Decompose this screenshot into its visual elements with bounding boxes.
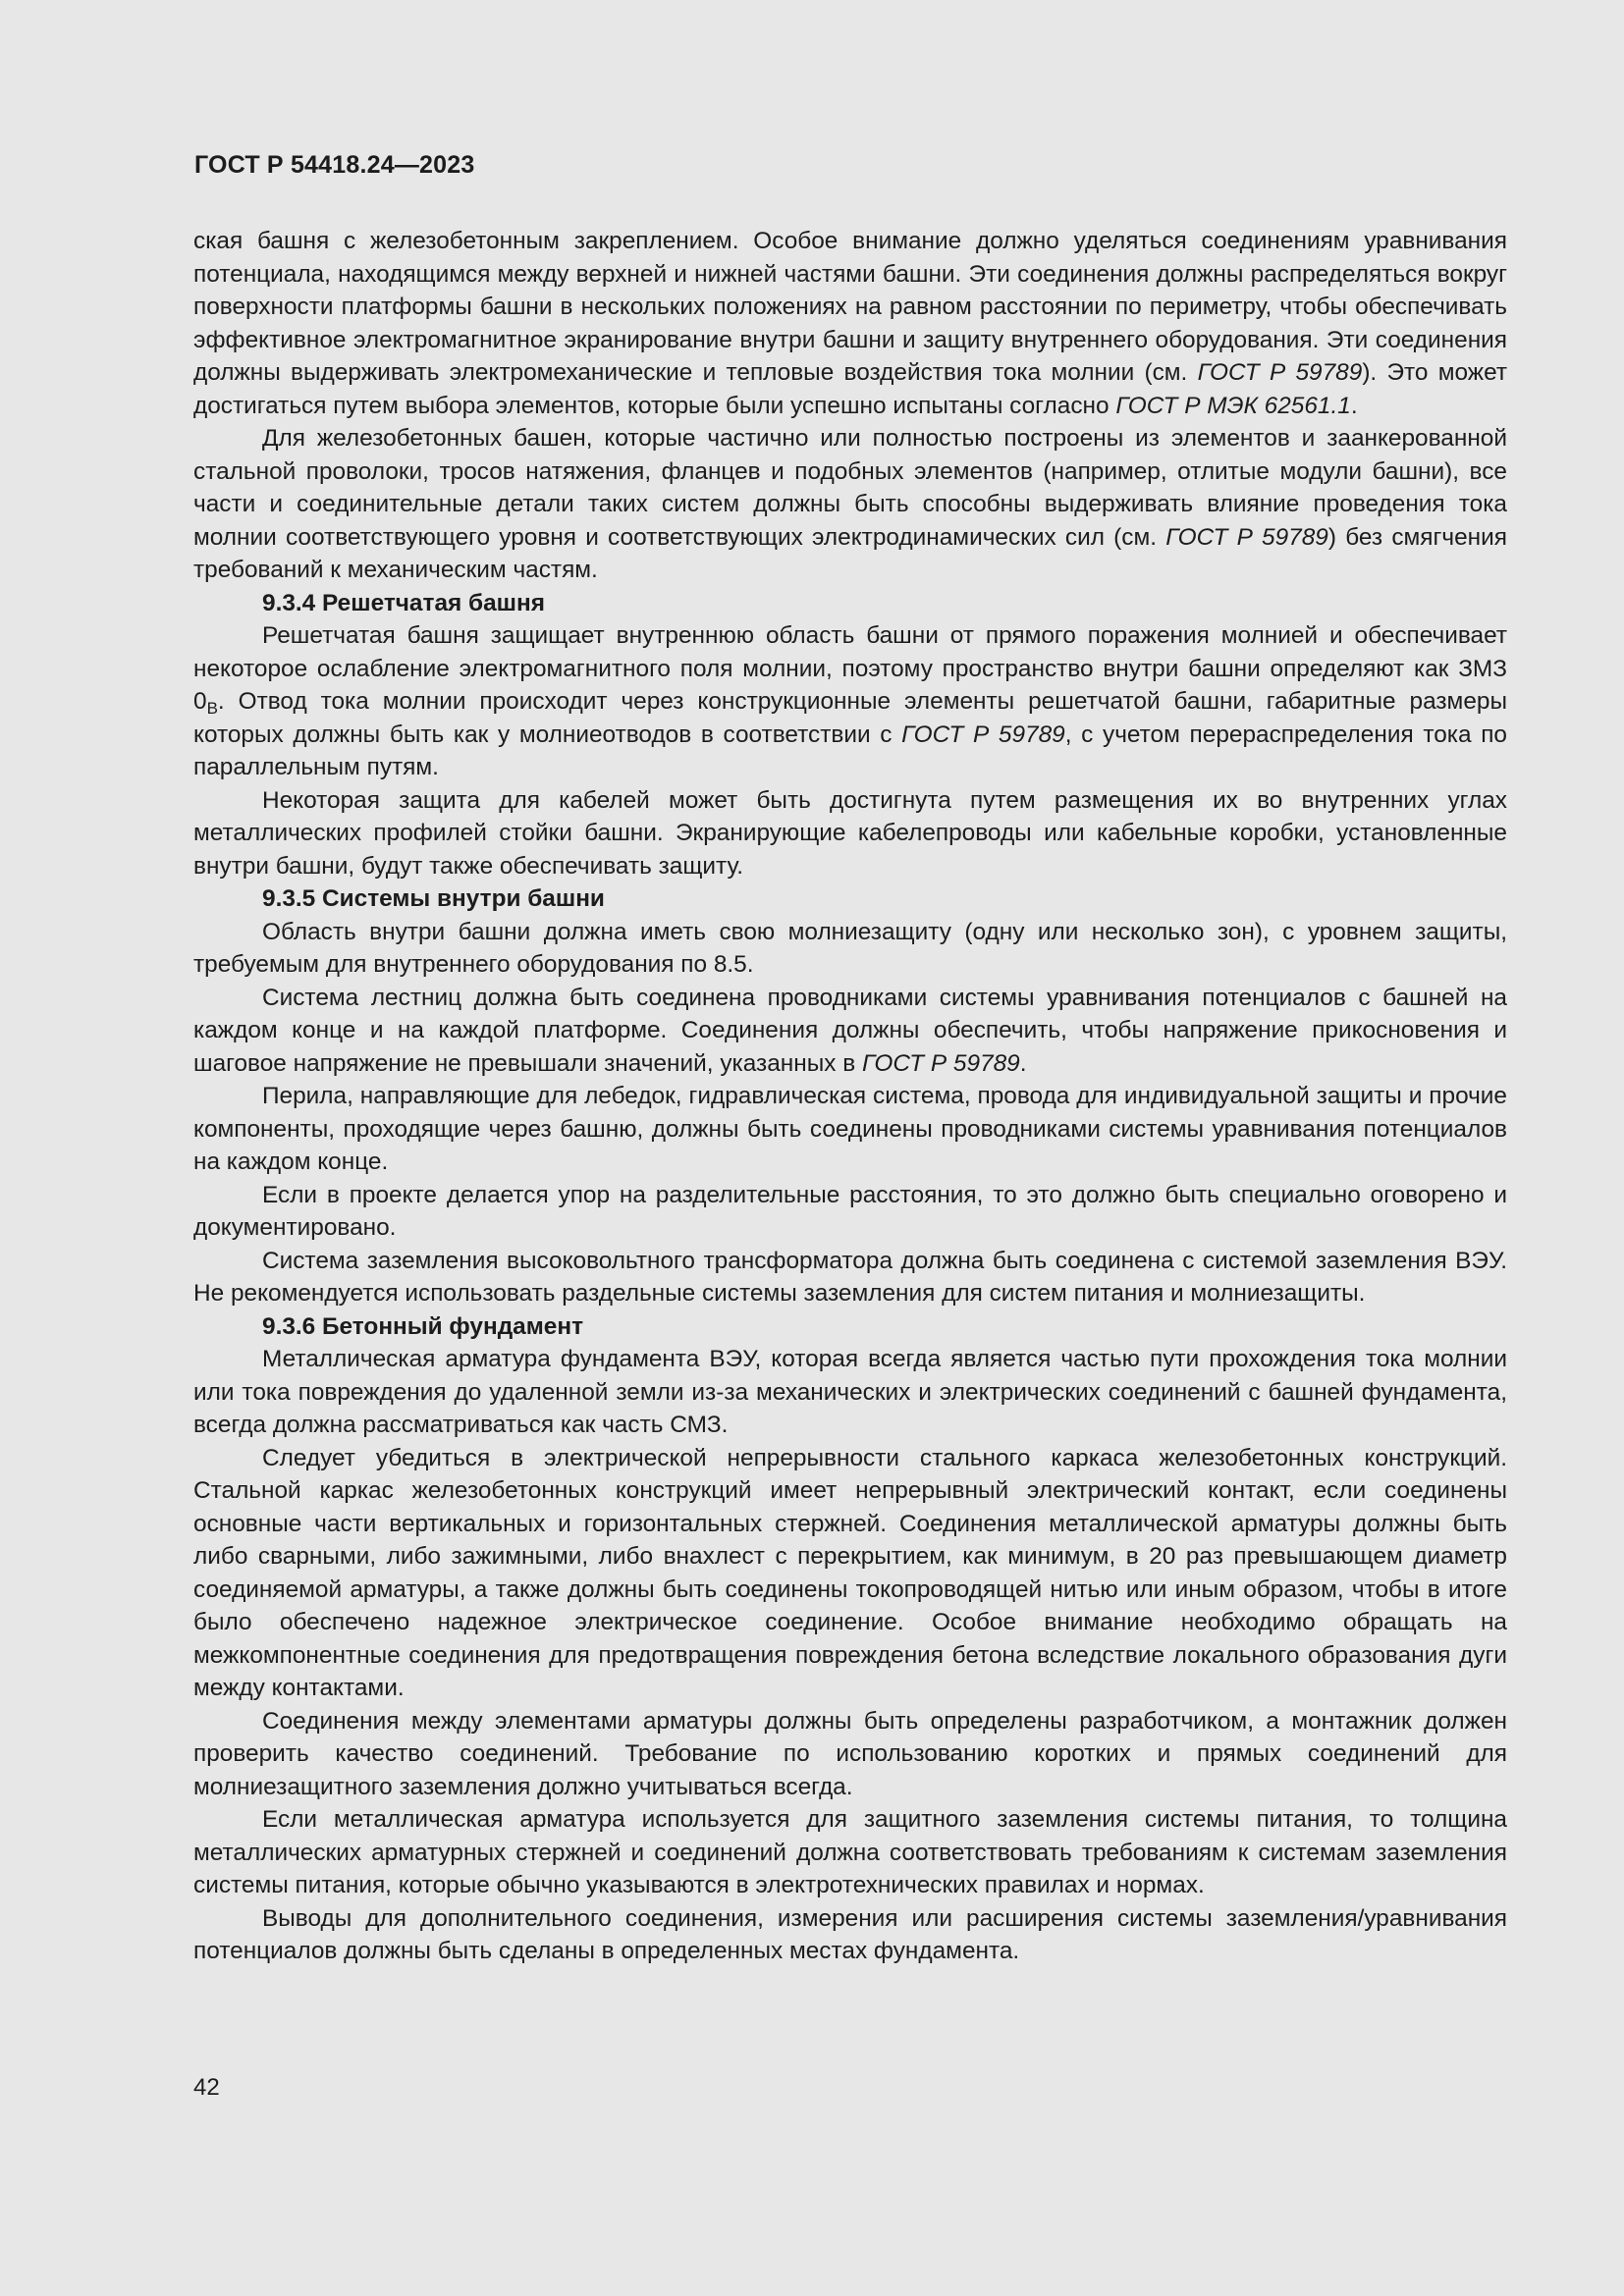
paragraph: Если металлическая арматура используется для защитного заземления системы питания, то толщина металлических арматурных стержней и соединений должна соответствовать требованиям к системам заземления системы питания, которые обычно указываются в электротехнических правилах и нормах.	[193, 1806, 1507, 1898]
paragraph: Система заземления высоковольтного трансформатора должна быть соединена с системой заземления ВЭУ. Не рекомендуется использовать раздельные системы заземления для систем питания и молниезащиты.	[193, 1247, 1507, 1307]
paragraph: Следует убедиться в электрической непрерывности стального каркаса железобетонных конструкций. Стальной каркас железобетонных конструкций имеет непрерывный электрический контакт, если соединены основные части вертикальных и горизонтальных стержней. Соединения металлической арматуры должны быть либо сварными, либо зажимными, либо внахлест с перекрытием, как минимум, в 20 раз превышающем диаметр соединяемой арматуры, а также должны быть соединены токопроводящей нитью или иным образом, чтобы в итоге было обеспечено надежное электрическое соединение. Особое внимание необходимо обращать на межкомпонентные соединения для предотвращения повреждения бетона вследствие локального образования дуги между контактами.	[193, 1444, 1507, 1701]
paragraph: Перила, направляющие для лебедок, гидравлическая система, провода для индивидуальной защиты и прочие компоненты, проходящие через башню, должны быть соединены проводниками системы уравнивания потенциалов на каждом конце.	[193, 1083, 1507, 1175]
standard-reference: ГОСТ Р 59789	[861, 1049, 1020, 1077]
paragraph: Металлическая арматура фундамента ВЭУ, которая всегда является частью пути прохождения тока молнии или тока повреждения до удаленной земли из-за механических и электрических соединений с башней фундамента, всегда должна рассматриваться как часть СМЗ.	[193, 1346, 1507, 1438]
paragraph: Некоторая защита для кабелей может быть достигнута путем размещения их во внутренних углах металлических профилей стойки башни. Экранирующие кабелепроводы или кабельные коробки, установленные внутри башни, будут также обеспечивать защиту.	[193, 786, 1507, 880]
paragraph: Для железобетонных башен, которые частично или полностью построены из элементов и заанкерованной стальной проволоки, тросов натяжения, фланцев и подобных элементов (например, отлитые модули башни), все части и соединительные детали таких систем должны быть способны выдерживать влияние проведения тока молнии соответствующего уровня и соответствующих электродинамических сил (см. ГОСТ Р 59789) без смягчения требований к механическим частям.	[193, 425, 1507, 583]
subscript: B	[206, 699, 218, 718]
section-heading-9-3-4: 9.3.4 Решетчатая башня	[262, 589, 545, 616]
paragraph: Область внутри башни должна иметь свою молниезащиту (одну или несколько зон), с уровнем защиты, требуемым для внутреннего оборудования по 8.5.	[193, 918, 1507, 978]
paragraph: Если в проекте делается упор на разделительные расстояния, то это должно быть специально оговорено и документировано.	[193, 1181, 1507, 1241]
standard-reference: ГОСТ Р 59789	[1165, 523, 1328, 551]
section-heading-9-3-5: 9.3.5 Системы внутри башни	[262, 885, 605, 912]
document-code-header: ГОСТ Р 54418.24—2023	[194, 151, 475, 179]
standard-reference: ГОСТ Р МЭК 62561.1	[1115, 392, 1351, 419]
standard-reference: ГОСТ Р 59789	[901, 721, 1065, 748]
paragraph: ская башня с железобетонным закреплением. Особое внимание должно уделяться соединениям уравнивания потенциала, находящимся между верхней и нижней частями башни. Эти соединения должны распределяться вокруг поверхности платформы башни в нескольких положениях на равном расстоянии по периметру, чтобы обеспечивать эффективное электромагнитное экранирование внутри башни и защиту внутреннего оборудования. Эти соединения должны выдерживать электромеханические и тепловые воздействия тока молнии (см. ГОСТ Р 59789). Это может достигаться путем выбора элементов, которые были успешно испытаны согласно ГОСТ Р МЭК 62561.1.	[193, 228, 1508, 419]
paragraph: Система лестниц должна быть соединена проводниками системы уравнивания потенциалов с башней на каждом конце и на каждой платформе. Соединения должны обеспечить, чтобы напряжение прикосновения и шаговое напряжение не превышали значений, указанных в ГОСТ Р 59789.	[193, 984, 1507, 1077]
page-number: 42	[193, 2074, 220, 2101]
paragraph: Соединения между элементами арматуры должны быть определены разработчиком, а монтажник должен проверить качество соединений. Требование по использованию коротких и прямых соединений для молниезащитного заземления должно учитываться всегда.	[193, 1707, 1507, 1800]
document-body	[193, 225, 1507, 1968]
paragraph: Выводы для дополнительного соединения, измерения или расширения системы заземления/уравнивания потенциалов должны быть сделаны в определенных местах фундамента.	[193, 1904, 1507, 1964]
standard-reference: ГОСТ Р 59789	[1197, 359, 1363, 386]
paragraph: Решетчатая башня защищает внутреннюю область башни от прямого поражения молнией и обеспечивает некоторое ослабление электромагнитного поля молнии, поэтому пространство внутри башни определяют как ЗМЗ $0_B$. Отвод тока молнии происходит через конструкционные элементы решетчатой башни, габаритные размеры которых должны быть как у молниеотводов в соответствии с ГОСТ Р 59789, с учетом перераспределения тока по параллельным путям.	[193, 622, 1507, 780]
section-heading-9-3-6: 9.3.6 Бетонный фундамент	[262, 1312, 584, 1340]
